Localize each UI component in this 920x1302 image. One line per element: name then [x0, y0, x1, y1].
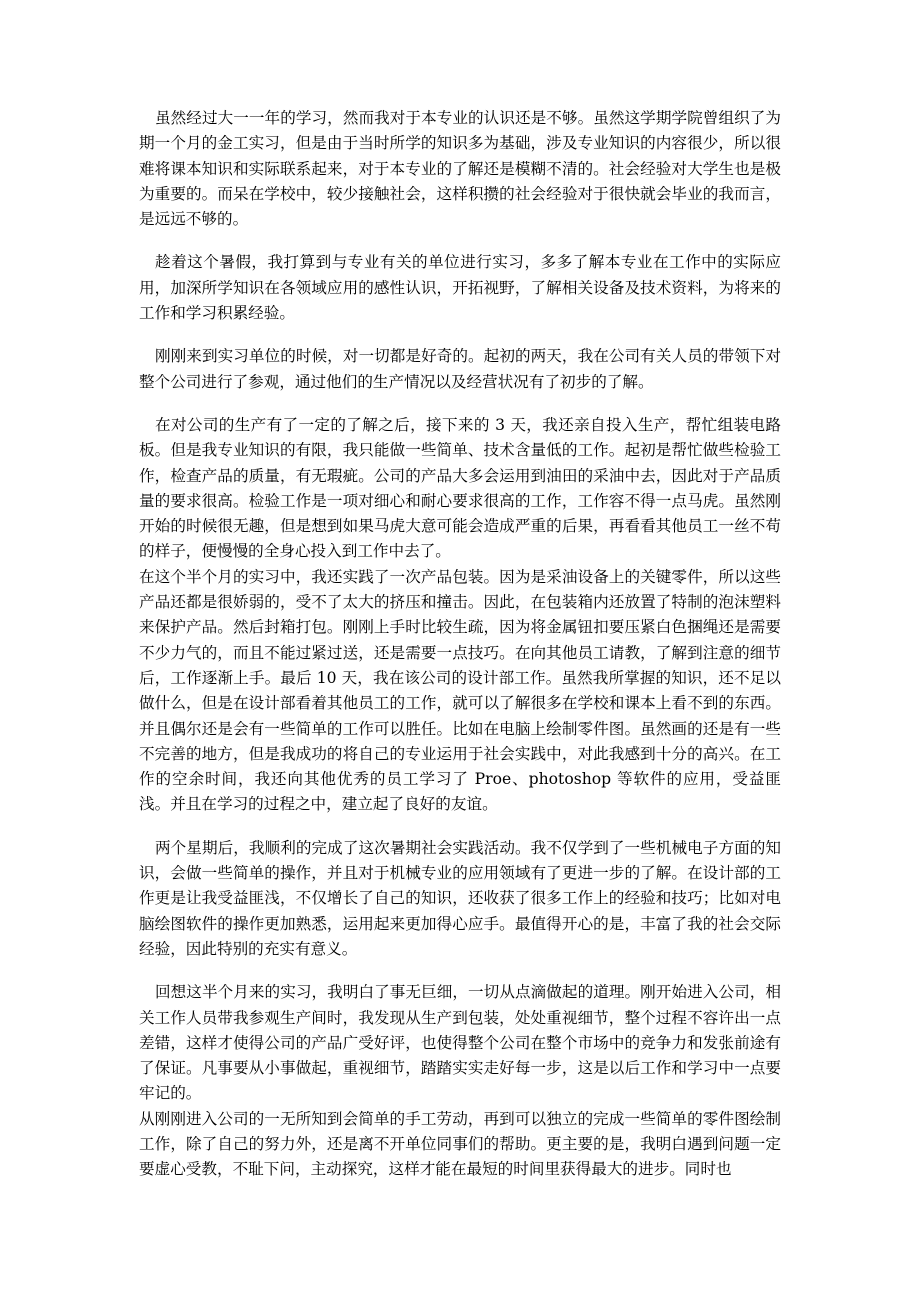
paragraph-8: 从刚刚进入公司的一无所知到会简单的手工劳动，再到可以独立的完成一些简单的零件图绘制工作，除了自己的努力外，还是离不开单位同事们的帮助。更主要的是，我明白遇到问题一定要虚心受教，不耻下问，主动探究，这样才能在最短的时间里获得最大的进步。同时也: [139, 1109, 781, 1179]
paragraph-1: 虽然经过大一一年的学习，然而我对于本专业的认识还是不够。虽然这学期学院曾组织了为期一个月的金工实习，但是由于当时所学的知识多为基础，涉及专业知识的内容很少，所以很难将课本知识和实际联系起来，对于本专业的了解还是模糊不清的。社会经验对大学生也是极为重要的。而呆在学校中，较少接触社会，这样积攒的社会经验对于很快就会毕业的我而言，是远远不够的。: [139, 109, 781, 229]
paragraph-gap: [139, 326, 781, 344]
paragraph-gap: [139, 395, 781, 413]
paragraph-3: 刚刚来到实习单位的时候，对一切都是好奇的。起初的两天，我在公司有关人员的带领下对整个公司进行了参观，通过他们的生产情况以及经营状况有了初步的了解。: [139, 347, 781, 391]
document-body: [139, 106, 781, 1183]
paragraph-2: 趁着这个暑假，我打算到与专业有关的单位进行实习，多多了解本专业在工作中的实际应用，加深所学知识在各领域应用的感性认识，开拓视野，了解相关设备及技术资料，为将来的工作和学习积累经验。: [139, 253, 781, 323]
paragraph-5: 在这个半个月的实习中，我还实践了一次产品包装。因为是采油设备上的关键零件，所以这些产品还都是很娇弱的，受不了太大的挤压和撞击。因此，在包装箱内还放置了特制的泡沫塑料来保护产品。然后封箱打包。刚刚上手时比较生疏，因为将金属钮扣要压紧白色捆绳还是需要不少力气的，而且不能过紧过送，还是需要一点技巧。在向其他员工请教，了解到注意的细节后，工作逐渐上手。最后 10 天，我在该公司的设计部工作。虽然我所掌握的知识，还不足以做什么，但是在设计部看着其他员工的工作，就可以了解很多在学校和课本上看不到的东西。并且偶尔还是会有一些简单的工作可以胜任。比如在电脑上绘制零件图。虽然画的还是有一些不完善的地方，但是我成功的将自己的专业运用于社会实践中，对此我感到十分的高兴。在工作的空余时间，我还向其他优秀的员工学习了 Proe、photoshop 等软件的应用，受益匪浅。并且在学习的过程之中，建立起了良好的友谊。: [139, 567, 781, 814]
paragraph-4: 在对公司的生产有了一定的了解之后，接下来的 3 天，我还亲自投入生产，帮忙组装电路板。但是我专业知识的有限，我只能做一些简单、技术含量低的工作。起初是帮忙做些检验工作，检查产品的质量，有无瑕疵。公司的产品大多会运用到油田的采油中去，因此对于产品质量的要求很高。检验工作是一项对细心和耐心要求很高的工作，工作容不得一点马虎。虽然刚开始的时候很无趣，但是想到如果马虎大意可能会造成严重的后果，再看看其他员工一丝不苟的样子，便慢慢的全身心投入到工作中去了。: [139, 415, 781, 561]
paragraph-gap: [139, 232, 781, 250]
paragraph-7: 回想这半个月来的实习，我明白了事无巨细，一切从点滴做起的道理。刚开始进入公司，相关工作人员带我参观生产间时，我发现从生产到包装，处处重视细节，整个过程不容许出一点差错，这样才使得公司的产品广受好评，也使得整个公司在整个市场中的竞争力和发张前途有了保证。凡事要从小事做起，重视细节，踏踏实实走好每一步，这是以后工作和学习中一点要牢记的。: [139, 983, 781, 1103]
paragraph-6: 两个星期后，我顺利的完成了这次暑期社会实践活动。我不仅学到了一些机械电子方面的知识，会做一些简单的操作，并且对于机械专业的应用领域有了更进一步的了解。在设计部的工作更是让我受益匪浅，不仅增长了自己的知识，还收获了很多工作上的经验和技巧；比如对电脑绘图软件的操作更加熟悉，运用起来更加得心应手。最值得开心的是，丰富了我的社会交际经验，因此特别的充实有意义。: [139, 838, 781, 958]
paragraph-gap: [139, 818, 781, 836]
paragraph-gap: [139, 962, 781, 980]
